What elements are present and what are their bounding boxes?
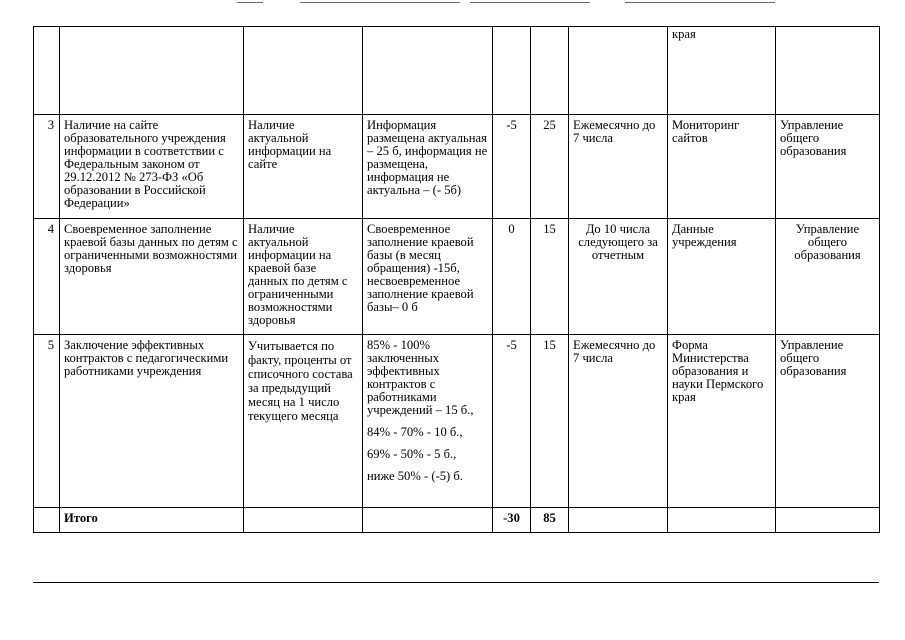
responsible-cell: Управление общего образования	[776, 335, 880, 508]
source-cell: Данные учреждения	[668, 219, 776, 335]
table-row	[34, 27, 880, 115]
source-cell	[668, 508, 776, 533]
row-number: 5	[34, 335, 60, 508]
criterion-cell: Наличие актуальной информации на краевой базе данных по детям с ограниченными возможностями здоровья	[244, 219, 363, 335]
criterion-cell	[244, 27, 363, 115]
indicator-cell: Своевременное заполнение краевой базы данных по детям с ограниченными возможностями здоровья	[60, 219, 244, 335]
page-bottom-rule	[33, 582, 879, 583]
max-score-cell: 15	[531, 335, 569, 508]
criterion-cell: Наличие актуальной информации на сайте	[244, 115, 363, 219]
scoring-cell	[363, 508, 493, 533]
period-cell	[569, 27, 668, 115]
scoring-line: Своевременное заполнение краевой базы (в месяц обращения) -15б, несвоевременное заполнение краевой базы– 0 б	[367, 222, 474, 314]
total-max-score: 85	[531, 508, 569, 533]
min-score-cell	[493, 27, 531, 115]
scoring-line: 69% - 50% - 5 б.,	[367, 447, 457, 461]
page-top-rule	[237, 2, 263, 3]
min-score-cell: -5	[493, 115, 531, 219]
min-score-cell: -5	[493, 335, 531, 508]
scoring-line: ниже 50% - (-5) б.	[367, 469, 463, 483]
source-cell: Мониторинг сайтов	[668, 115, 776, 219]
responsible-cell	[776, 27, 880, 115]
period-cell	[569, 508, 668, 533]
criterion-cell	[244, 508, 363, 533]
indicator-cell	[60, 27, 244, 115]
row-number: 3	[34, 115, 60, 219]
source-cell: края	[668, 27, 776, 115]
page-top-rule	[470, 2, 590, 3]
min-score-cell: 0	[493, 219, 531, 335]
responsible-cell	[776, 508, 880, 533]
scoring-line: 84% - 70% - 10 б.,	[367, 425, 463, 439]
page-top-rule	[625, 2, 775, 3]
total-row	[34, 508, 880, 533]
indicator-cell: Наличие на сайте образовательного учреждения информации в соответствии с Федеральным законом от 29.12.2012 № 273-ФЗ «Об образовании в Российской Федерации»	[60, 115, 244, 219]
indicator-cell: Заключение эффективных контрактов с педагогическими работниками учреждения	[60, 335, 244, 508]
scoring-cell	[363, 219, 493, 335]
scoring-cell	[363, 115, 493, 219]
total-min-score: -30	[493, 508, 531, 533]
table-row	[34, 335, 880, 508]
page-top-rule	[300, 2, 460, 3]
scoring-line: 85% - 100% заключенных эффективных контрактов с работниками учреждений – 15 б.,	[367, 338, 474, 417]
scoring-cell	[363, 27, 493, 115]
responsible-cell: Управление общего образования	[776, 115, 880, 219]
period-cell: До 10 числа следующего за отчетным	[569, 219, 668, 335]
source-cell: Форма Министерства образования и науки Пермского края	[668, 335, 776, 508]
period-cell: Ежемесячно до 7 числа	[569, 115, 668, 219]
scoring-cell	[363, 335, 493, 508]
total-label: Итого	[60, 508, 244, 533]
scoring-line: Информация размещена актуальная – 25 б, информация не размещена, информация не актуальна – (- 5б)	[367, 118, 488, 197]
period-cell: Ежемесячно до 7 числа	[569, 335, 668, 508]
table-row	[34, 115, 880, 219]
row-number: 4	[34, 219, 60, 335]
max-score-cell: 25	[531, 115, 569, 219]
max-score-cell	[531, 27, 569, 115]
criterion-cell: Учитывается по факту, проценты от списочного состава за предыдущий месяц на 1 число текущего месяца	[244, 335, 363, 508]
row-number	[34, 508, 60, 533]
table-row	[34, 219, 880, 335]
row-number	[34, 27, 60, 115]
responsible-cell: Управление общего образования	[776, 219, 880, 335]
max-score-cell: 15	[531, 219, 569, 335]
indicators-table	[33, 26, 880, 533]
